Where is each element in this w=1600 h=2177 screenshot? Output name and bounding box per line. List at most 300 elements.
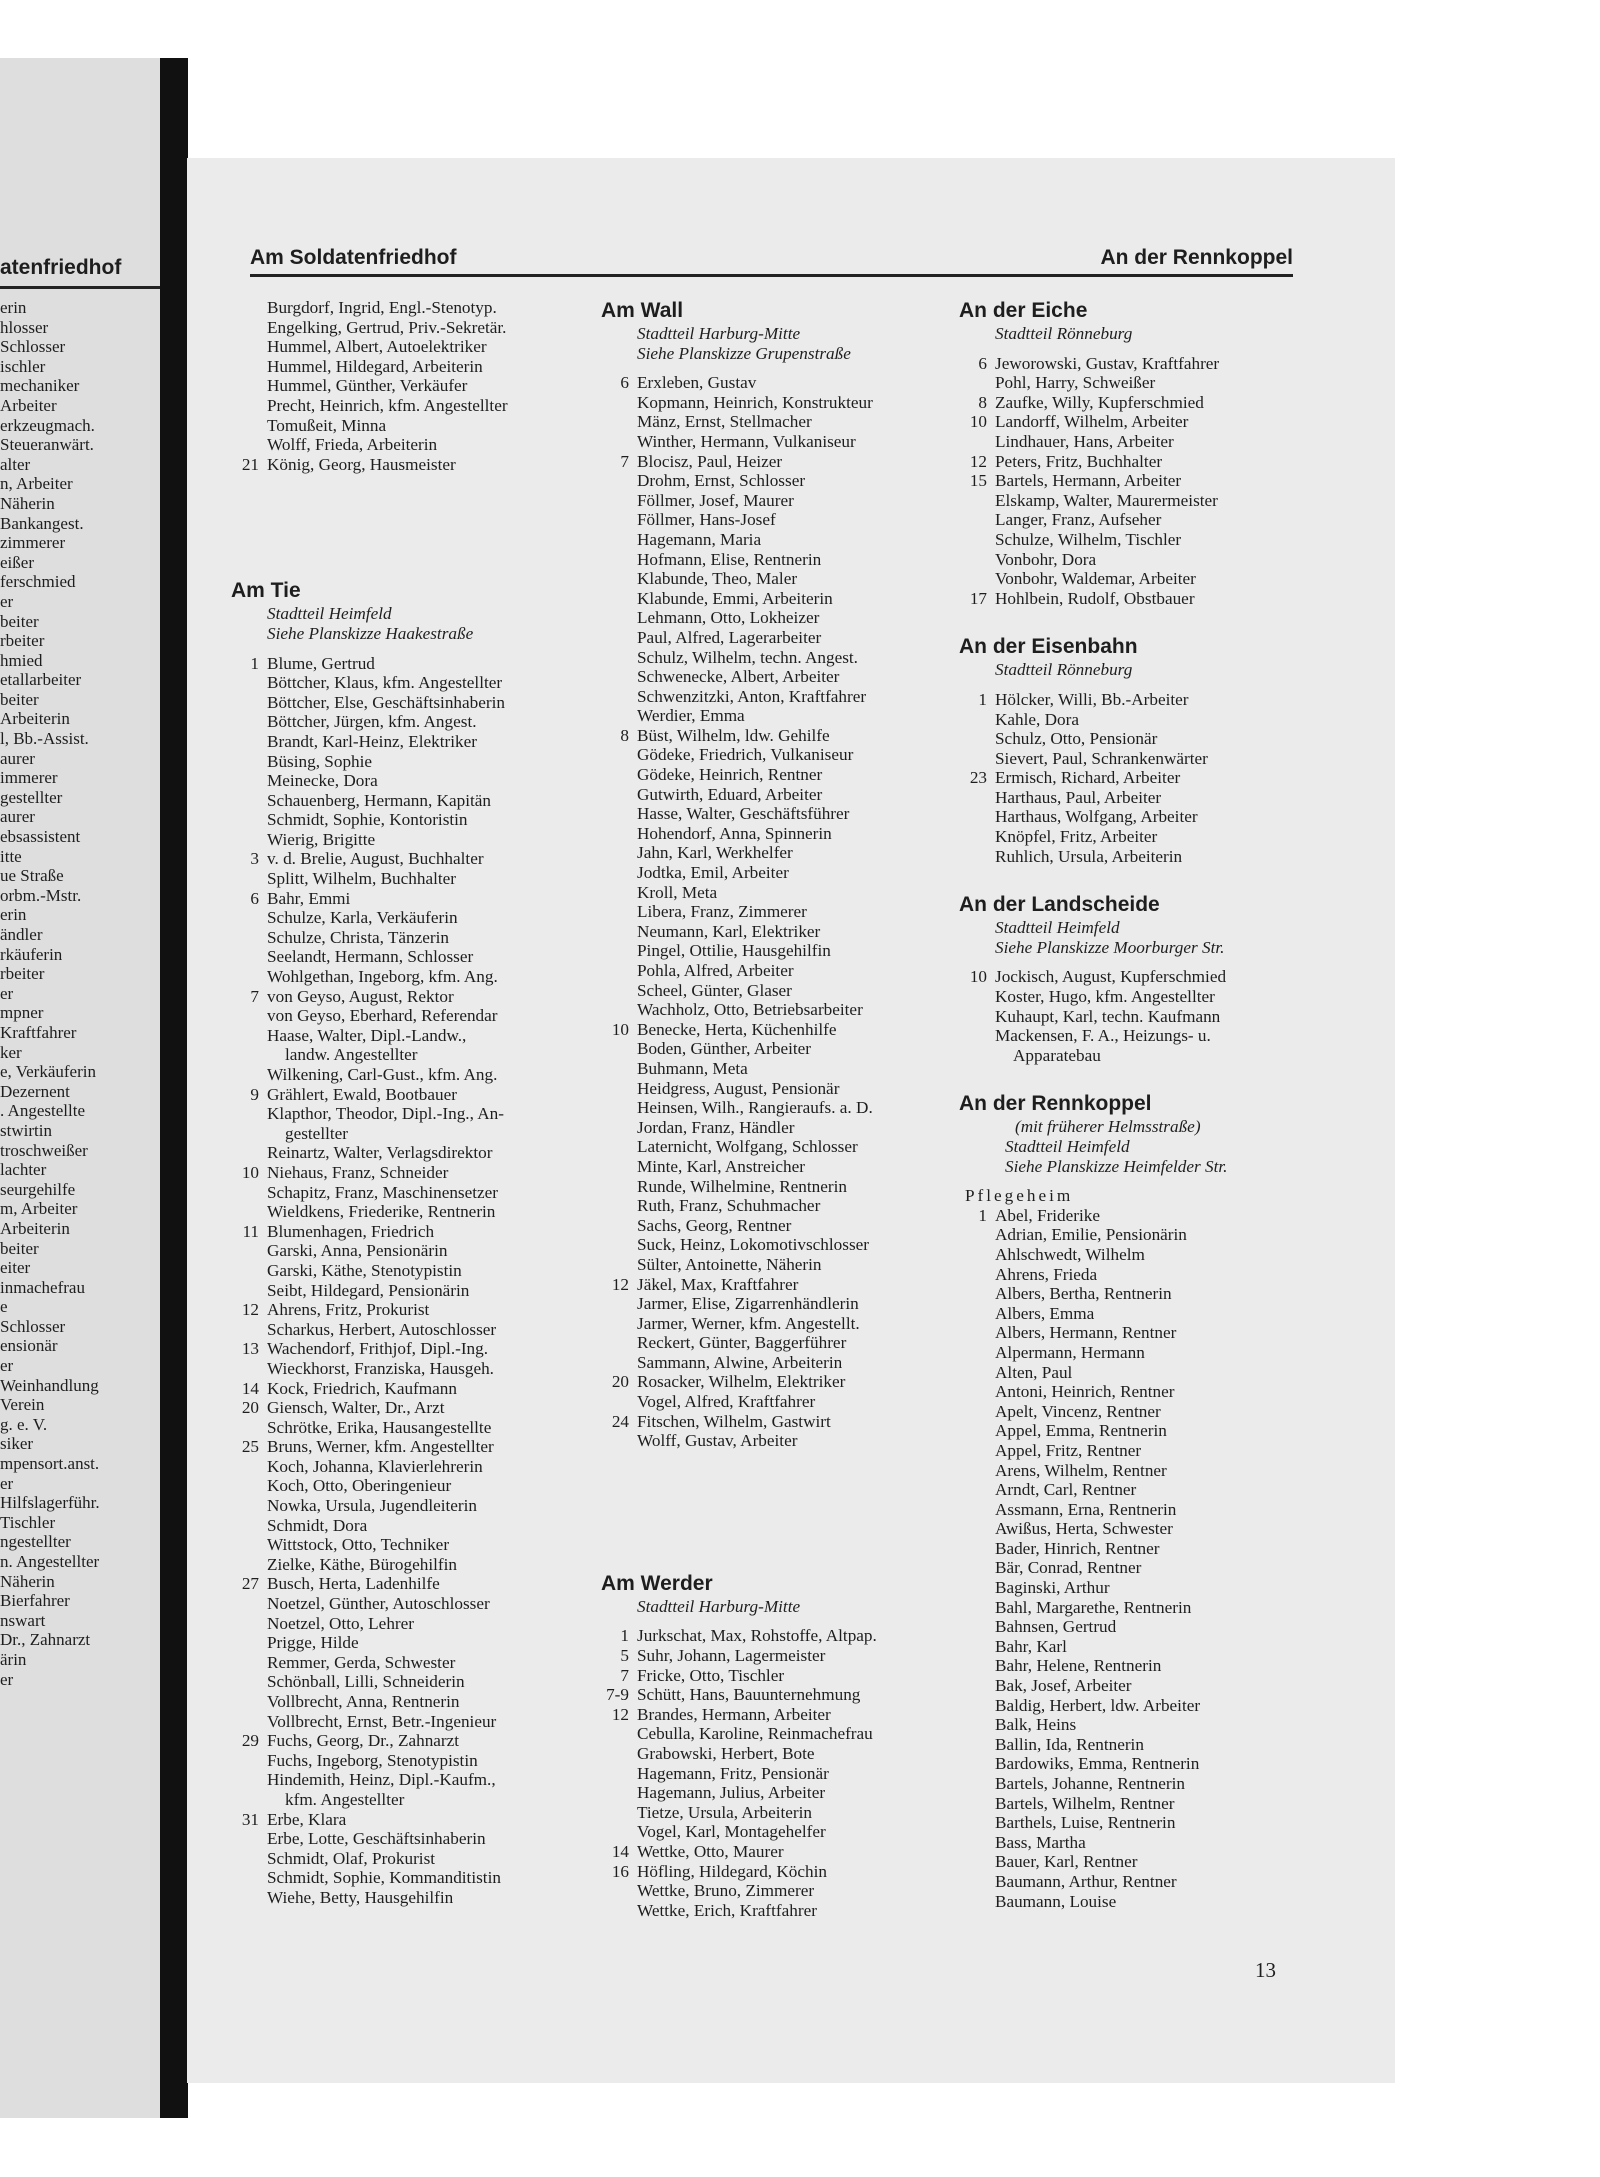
house-number: 29 <box>241 1731 259 1751</box>
resident-entry <box>597 1333 947 1353</box>
resident-entry <box>227 1300 587 1320</box>
resident-entry <box>227 987 587 1007</box>
resident-text: Jarmer, Werner, kfm. Angestellt. <box>637 1313 860 1333</box>
previous-page-line: Hilfslagerführ. <box>0 1493 100 1513</box>
resident-text: Ahrens, Fritz, Prokurist <box>267 1300 430 1320</box>
resident-entry <box>227 947 587 967</box>
resident-entry <box>227 1535 587 1555</box>
previous-page-line: Arbeiter <box>0 395 57 415</box>
resident-entry <box>955 550 1315 570</box>
resident-text: Meinecke, Dora <box>267 771 378 791</box>
resident-text: Seelandt, Hermann, Schlosser <box>267 947 474 967</box>
resident-entry <box>227 1751 587 1771</box>
previous-page-line: Näherin <box>0 1571 55 1591</box>
resident-entry <box>227 771 587 791</box>
resident-entry <box>955 1598 1315 1618</box>
resident-entry <box>597 589 947 609</box>
resident-text: Ballin, Ida, Rentnerin <box>995 1734 1144 1754</box>
resident-entry <box>227 1379 587 1399</box>
house-number: 9 <box>250 1084 259 1104</box>
resident-entry <box>955 1206 1315 1226</box>
resident-text: Erbe, Klara <box>267 1809 347 1829</box>
resident-entry <box>227 337 587 357</box>
resident-text: Wolff, Frieda, Arbeiterin <box>267 435 438 455</box>
resident-text: Föllmer, Josef, Maurer <box>637 490 794 510</box>
resident-entry <box>597 412 947 432</box>
resident-entry <box>955 1007 1315 1027</box>
resident-text: Koch, Johanna, Klavierlehrerin <box>267 1456 483 1476</box>
house-number: 5 <box>620 1646 629 1666</box>
resident-entry <box>597 471 947 491</box>
resident-entry <box>597 1862 947 1882</box>
resident-text: Jordan, Franz, Händler <box>637 1117 795 1137</box>
house-number: 11 <box>242 1221 259 1241</box>
street-note: Siehe Planskizze Grupenstraße <box>637 343 851 363</box>
previous-page-line: rbeiter <box>0 964 45 984</box>
previous-page-line: e, Verkäuferin <box>0 1062 96 1082</box>
resident-text: Benecke, Herta, Küchenhilfe <box>637 1019 837 1039</box>
resident-entry <box>955 1637 1315 1657</box>
house-number: 21 <box>241 454 259 474</box>
resident-text: Alpermann, Hermann <box>995 1342 1145 1362</box>
resident-text: Arens, Wilhelm, Rentner <box>995 1460 1167 1480</box>
resident-text: Winther, Hermann, Vulkaniseur <box>637 431 856 451</box>
resident-text: König, Georg, Hausmeister <box>267 454 456 474</box>
resident-text: Wettke, Erich, Kraftfahrer <box>637 1900 817 1920</box>
resident-text: Apparatebau <box>1013 1045 1101 1065</box>
street-title: Am Werder <box>601 1571 713 1595</box>
resident-entry <box>227 1085 587 1105</box>
resident-entry <box>955 354 1315 374</box>
resident-entry <box>955 1441 1315 1461</box>
resident-entry <box>597 804 947 824</box>
previous-page-line: ärin <box>0 1649 27 1669</box>
street-note: Stadtteil Harburg-Mitte <box>637 324 801 343</box>
previous-page-line: stwirtin <box>0 1120 52 1140</box>
resident-text: Scharkus, Herbert, Autoschlosser <box>267 1319 497 1339</box>
resident-entry <box>955 452 1315 472</box>
resident-entry <box>227 1437 587 1457</box>
house-number: 10 <box>611 1019 629 1039</box>
resident-entry <box>597 1216 947 1236</box>
previous-page-text <box>0 298 100 1689</box>
resident-text: Schulz, Otto, Pensionär <box>995 729 1158 749</box>
resident-entry <box>227 1868 587 1888</box>
resident-text: Kopmann, Heinrich, Konstrukteur <box>637 392 873 412</box>
resident-text: Schulz, Wilhelm, techn. Angest. <box>637 647 858 667</box>
resident-text: Koster, Hugo, kfm. Angestellter <box>995 987 1215 1007</box>
resident-text: Vogel, Karl, Montagehelfer <box>637 1822 826 1842</box>
resident-entry <box>227 967 587 987</box>
resident-entry <box>227 1026 587 1046</box>
resident-text: kfm. Angestellter <box>285 1789 405 1809</box>
resident-entry <box>955 373 1315 393</box>
resident-entry <box>227 416 587 436</box>
resident-text: Wettke, Bruno, Zimmerer <box>637 1881 815 1901</box>
resident-entry <box>597 648 947 668</box>
previous-page-line: orbm.-Mstr. <box>0 885 82 905</box>
resident-entry <box>597 1177 947 1197</box>
resident-text: Jodtka, Emil, Arbeiter <box>637 863 789 883</box>
resident-text: Schulze, Karla, Verkäuferin <box>267 908 458 928</box>
resident-entry <box>597 1705 947 1725</box>
resident-text: Wohlgethan, Ingeborg, kfm. Ang. <box>267 967 498 987</box>
resident-entry <box>597 1783 947 1803</box>
resident-text: Tietze, Ursula, Arbeiterin <box>637 1802 813 1822</box>
resident-entry <box>955 768 1315 788</box>
resident-entry <box>597 1353 947 1373</box>
resident-entry <box>597 1098 947 1118</box>
resident-text: Hofmann, Elise, Rentnerin <box>637 549 822 569</box>
resident-text: Seibt, Hildegard, Pensionärin <box>267 1280 470 1300</box>
house-number: 20 <box>611 1372 629 1392</box>
resident-text: Schmidt, Olaf, Prokurist <box>267 1848 436 1868</box>
resident-entry <box>955 1676 1315 1696</box>
resident-entry <box>597 1822 947 1842</box>
previous-page-line: er <box>0 1473 14 1493</box>
column-3 <box>955 298 1315 1911</box>
resident-entry <box>955 1480 1315 1500</box>
resident-entry <box>955 1500 1315 1520</box>
resident-entry <box>955 749 1315 769</box>
resident-entry <box>597 1020 947 1040</box>
resident-text: Ahlschwedt, Wilhelm <box>995 1244 1145 1264</box>
resident-text: Koch, Otto, Oberingenieur <box>267 1476 452 1496</box>
resident-text: Bahnsen, Gertrud <box>995 1617 1117 1637</box>
resident-entry <box>955 1026 1315 1046</box>
resident-text: Bak, Josef, Arbeiter <box>995 1676 1132 1696</box>
resident-text: Föllmer, Hans-Josef <box>637 510 776 530</box>
resident-text: Noetzel, Otto, Lehrer <box>267 1613 414 1633</box>
resident-entry <box>597 667 947 687</box>
resident-text: Gutwirth, Eduard, Arbeiter <box>637 784 823 804</box>
previous-page-line: ue Straße <box>0 866 64 886</box>
resident-text: Jahn, Karl, Werkhelfer <box>637 843 793 863</box>
resident-text: Kock, Friedrich, Kaufmann <box>267 1378 457 1398</box>
resident-entry <box>597 628 947 648</box>
previous-page-line: itte <box>0 846 22 866</box>
street-section <box>597 298 947 1451</box>
resident-text: Wieldkens, Friederike, Rentnerin <box>267 1202 496 1222</box>
resident-text: Precht, Heinrich, kfm. Angestellter <box>267 395 508 415</box>
resident-text: Gödeke, Heinrich, Rentner <box>637 765 823 785</box>
resident-entry <box>955 1323 1315 1343</box>
street-note: Stadtteil Harburg-Mitte <box>637 1596 801 1616</box>
resident-text: Knöpfel, Fritz, Arbeiter <box>995 827 1158 847</box>
house-number: 15 <box>969 471 987 491</box>
resident-entry <box>955 1265 1315 1285</box>
resident-text: Wettke, Otto, Maurer <box>637 1841 784 1861</box>
house-number: 12 <box>241 1300 259 1320</box>
street-section <box>955 298 1315 608</box>
resident-entry <box>227 1496 587 1516</box>
resident-text: Cebulla, Karoline, Reinmachefrau <box>637 1724 873 1744</box>
resident-entry <box>955 393 1315 413</box>
resident-text: Erbe, Lotte, Geschäftsinhaberin <box>267 1829 486 1849</box>
resident-entry <box>227 1222 587 1242</box>
previous-page-line: Schlosser <box>0 337 66 357</box>
house-number: 12 <box>969 451 987 471</box>
resident-entry <box>597 1431 947 1451</box>
resident-text: Bahl, Margarethe, Rentnerin <box>995 1597 1192 1617</box>
street-section <box>955 634 1315 866</box>
house-number: 8 <box>620 725 629 745</box>
resident-entry <box>955 847 1315 867</box>
resident-text: Schauenberg, Hermann, Kapitän <box>267 790 491 810</box>
previous-page-line: alter <box>0 454 31 474</box>
resident-text: Rosacker, Wilhelm, Elektriker <box>637 1372 846 1392</box>
house-number: 23 <box>969 768 987 788</box>
resident-text: Prigge, Hilde <box>267 1633 359 1653</box>
resident-entry <box>955 510 1315 530</box>
resident-text: Giensch, Walter, Dr., Arzt <box>267 1398 445 1418</box>
previous-page-line: ngestellter <box>0 1532 71 1552</box>
resident-text: Brandes, Hermann, Arbeiter <box>637 1704 831 1724</box>
street-note: Siehe Planskizze Haakestraße <box>267 623 474 643</box>
column-2 <box>597 298 947 1920</box>
resident-entry <box>227 849 587 869</box>
street-section <box>597 1571 947 1921</box>
resident-entry <box>955 1617 1315 1637</box>
resident-entry <box>955 1852 1315 1872</box>
resident-entry <box>227 455 587 475</box>
resident-entry <box>597 1275 947 1295</box>
resident-text: Vonbohr, Dora <box>995 549 1097 569</box>
resident-text: Schmidt, Sophie, Kontoristin <box>267 810 468 830</box>
previous-page-line: e <box>0 1297 8 1317</box>
resident-entry <box>955 690 1315 710</box>
street-note: (mit früherer Helmsstraße) <box>1015 1117 1201 1137</box>
street-title: An der Rennkoppel <box>959 1092 1152 1116</box>
resident-text: Mänz, Ernst, Stellmacher <box>637 412 812 432</box>
resident-text: Awißus, Herta, Schwester <box>995 1519 1173 1539</box>
previous-page-line: Steueranwärt. <box>0 435 94 455</box>
house-number: 7-9 <box>606 1685 629 1705</box>
street-section <box>955 1091 1315 1911</box>
house-number: 1 <box>978 689 987 709</box>
resident-entry <box>955 1225 1315 1245</box>
resident-entry <box>955 1382 1315 1402</box>
previous-page-line: eiter <box>0 1258 31 1278</box>
street-title: Am Wall <box>601 299 684 322</box>
previous-page-line: mpensort.anst. <box>0 1454 100 1474</box>
resident-text: Ruhlich, Ursula, Arbeiterin <box>995 846 1183 866</box>
resident-text: Ermisch, Richard, Arbeiter <box>995 768 1181 788</box>
resident-entry <box>597 608 947 628</box>
resident-entry <box>597 981 947 1001</box>
previous-page-line: erin <box>0 905 27 925</box>
previous-page-line: Bierfahrer <box>0 1591 70 1611</box>
resident-entry <box>227 1770 587 1790</box>
resident-entry <box>227 1398 587 1418</box>
resident-text: Böttcher, Jürgen, kfm. Angest. <box>267 712 477 732</box>
resident-text: Mackensen, F. A., Heizungs- u. <box>995 1026 1211 1046</box>
resident-entry <box>955 589 1315 609</box>
resident-text: Böttcher, Else, Geschäftsinhaberin <box>267 692 505 712</box>
house-number: 25 <box>241 1437 259 1457</box>
resident-text: Hasse, Walter, Geschäftsführer <box>637 804 850 824</box>
resident-entry <box>955 807 1315 827</box>
resident-text: Jockisch, August, Kupferschmied <box>995 967 1227 987</box>
resident-text: von Geyso, August, Rektor <box>267 986 454 1006</box>
resident-entry <box>597 1744 947 1764</box>
resident-entry <box>597 1079 947 1099</box>
previous-page-line: Verein <box>0 1395 45 1415</box>
resident-entry <box>227 1672 587 1692</box>
street-title: Am Tie <box>231 579 301 603</box>
house-number: 17 <box>969 588 987 608</box>
street-section <box>227 578 587 1907</box>
resident-entry <box>597 1039 947 1059</box>
resident-text: Bahr, Helene, Rentnerin <box>995 1656 1162 1676</box>
previous-page-line: Arbeiterin <box>0 709 70 729</box>
resident-entry <box>227 357 587 377</box>
resident-text: Noetzel, Günther, Autoschlosser <box>267 1594 490 1614</box>
resident-text: Fuchs, Ingeborg, Stenotypistin <box>267 1750 478 1770</box>
resident-text: v. d. Brelie, August, Buchhalter <box>267 849 484 869</box>
resident-text: Wiehe, Betty, Hausgehilfin <box>267 1887 454 1907</box>
resident-entry <box>955 412 1315 432</box>
resident-entry <box>227 1163 587 1183</box>
header-left-street: Am Soldatenfriedhof <box>250 246 457 269</box>
resident-text: Wieckhorst, Franziska, Hausgeh. <box>267 1358 494 1378</box>
resident-text: Schwenzitzki, Anton, Kraftfahrer <box>637 686 867 706</box>
resident-text: Reckert, Günter, Baggerführer <box>637 1333 847 1353</box>
resident-text: Albers, Bertha, Rentnerin <box>995 1284 1172 1304</box>
resident-text: Bartels, Wilhelm, Rentner <box>995 1793 1175 1813</box>
resident-entry <box>955 530 1315 550</box>
resident-entry <box>597 1803 947 1823</box>
resident-text: Klapthor, Theodor, Dipl.-Ing., An- <box>267 1104 504 1124</box>
resident-text: Sülter, Antoinette, Näherin <box>637 1254 822 1274</box>
resident-text: Peters, Fritz, Buchhalter <box>995 451 1163 471</box>
resident-entry <box>955 1558 1315 1578</box>
resident-entry <box>597 1235 947 1255</box>
resident-text: Harthaus, Wolfgang, Arbeiter <box>995 807 1198 827</box>
resident-text: Hummel, Hildegard, Arbeiterin <box>267 356 483 376</box>
resident-text: Splitt, Wilhelm, Buchhalter <box>267 869 456 889</box>
resident-entry <box>227 673 587 693</box>
street-title: An der Eisenbahn <box>959 635 1138 659</box>
previous-page-line: m, Arbeiter <box>0 1199 78 1219</box>
resident-text: Suck, Heinz, Lokomotivschlosser <box>637 1235 869 1255</box>
resident-text: Hummel, Albert, Autoelektriker <box>267 337 487 357</box>
resident-entry <box>597 785 947 805</box>
resident-entry <box>597 1412 947 1432</box>
resident-text: Appel, Fritz, Rentner <box>995 1440 1142 1460</box>
resident-text: Burgdorf, Ingrid, Engl.-Stenotyp. <box>267 298 497 317</box>
resident-text: Assmann, Erna, Rentnerin <box>995 1499 1177 1519</box>
resident-entry <box>227 1183 587 1203</box>
resident-entry <box>597 745 947 765</box>
resident-text: Büst, Wilhelm, ldw. Gehilfe <box>637 725 830 745</box>
previous-page-line: Schlosser <box>0 1316 66 1336</box>
resident-entry <box>227 752 587 772</box>
resident-text: Wittstock, Otto, Techniker <box>267 1535 450 1555</box>
resident-text: Schulze, Christa, Tänzerin <box>267 927 450 947</box>
street-note: Stadtteil Heimfeld <box>1005 1137 1130 1156</box>
resident-text: Pflegeheim <box>965 1186 1074 1206</box>
resident-entry <box>227 1065 587 1085</box>
resident-entry <box>597 726 947 746</box>
previous-page-line: n. Angestellter <box>0 1552 100 1571</box>
resident-entry <box>955 788 1315 808</box>
resident-text: Zielke, Käthe, Bürogehilfin <box>267 1554 457 1574</box>
resident-text: Remmer, Gerda, Schwester <box>267 1652 456 1672</box>
resident-text: Pohla, Alfred, Arbeiter <box>637 961 794 980</box>
previous-page-line: Arbeiterin <box>0 1218 70 1238</box>
house-number: 12 <box>611 1704 629 1724</box>
resident-text: Neumann, Karl, Elektriker <box>637 921 821 941</box>
resident-entry <box>955 1539 1315 1559</box>
resident-entry <box>955 1872 1315 1892</box>
page-number: 13 <box>1255 1958 1276 1982</box>
resident-text: Alten, Paul <box>995 1362 1073 1382</box>
resident-entry <box>597 1137 947 1157</box>
resident-entry <box>955 491 1315 511</box>
street-note: Stadtteil Rönneburg <box>995 324 1133 343</box>
resident-text: Jarmer, Elise, Zigarrenhändlerin <box>637 1294 859 1314</box>
previous-page-line: aurer <box>0 807 35 827</box>
resident-text: Heinsen, Wilh., Rangieraufs. a. D. <box>637 1098 873 1118</box>
previous-page-line: aurer <box>0 748 35 768</box>
resident-text: Kahle, Dora <box>995 709 1079 729</box>
resident-entry <box>227 1731 587 1751</box>
resident-entry <box>227 318 587 338</box>
house-number: 31 <box>241 1809 259 1829</box>
resident-text: Böttcher, Klaus, kfm. Angestellter <box>267 673 503 693</box>
previous-page-line: beiter <box>0 1238 39 1258</box>
resident-entry <box>955 1813 1315 1833</box>
resident-entry <box>955 1833 1315 1853</box>
resident-text: Langer, Franz, Aufseher <box>995 510 1162 530</box>
previous-page-line: er <box>0 1669 14 1689</box>
resident-text: Buhmann, Meta <box>637 1058 748 1078</box>
resident-entry <box>227 889 587 909</box>
previous-page-line: Kraftfahrer <box>0 1022 77 1042</box>
resident-text: Kroll, Meta <box>637 882 718 902</box>
previous-page-line: rkäuferin <box>0 944 63 964</box>
resident-text: Tomußeit, Minna <box>267 415 387 435</box>
resident-entry <box>597 1666 947 1686</box>
previous-page-line: l, Bb.-Assist. <box>0 729 89 749</box>
previous-page-line: ferschmied <box>0 572 76 592</box>
resident-text: Scheel, Günter, Glaser <box>637 980 792 1000</box>
resident-entry <box>955 1421 1315 1441</box>
previous-page-line: g. e. V. <box>0 1414 48 1434</box>
resident-entry <box>597 569 947 589</box>
resident-entry <box>597 530 947 550</box>
house-number: 7 <box>620 451 629 471</box>
resident-entry <box>597 491 947 511</box>
previous-page-line: nswart <box>0 1610 46 1630</box>
page-header <box>250 246 1293 277</box>
resident-text: landw. Angestellter <box>285 1045 418 1065</box>
house-number: 14 <box>611 1841 629 1861</box>
resident-text: Wachendorf, Frithjof, Dipl.-Ing. <box>267 1339 489 1359</box>
resident-text: Jeworowski, Gustav, Kraftfahrer <box>995 353 1220 373</box>
resident-text: Grählert, Ewald, Bootbauer <box>267 1084 457 1104</box>
resident-entry <box>597 1901 947 1921</box>
house-number: 7 <box>620 1665 629 1685</box>
resident-entry <box>227 1849 587 1869</box>
resident-entry <box>227 1006 587 1026</box>
resident-text: Schmidt, Sophie, Kommanditistin <box>267 1868 501 1888</box>
previous-page-line: ensionär <box>0 1336 58 1356</box>
resident-text: Bardowiks, Emma, Rentnerin <box>995 1754 1200 1774</box>
resident-text: Blocisz, Paul, Heizer <box>637 451 783 471</box>
resident-text: Heidgress, August, Pensionär <box>637 1078 840 1098</box>
